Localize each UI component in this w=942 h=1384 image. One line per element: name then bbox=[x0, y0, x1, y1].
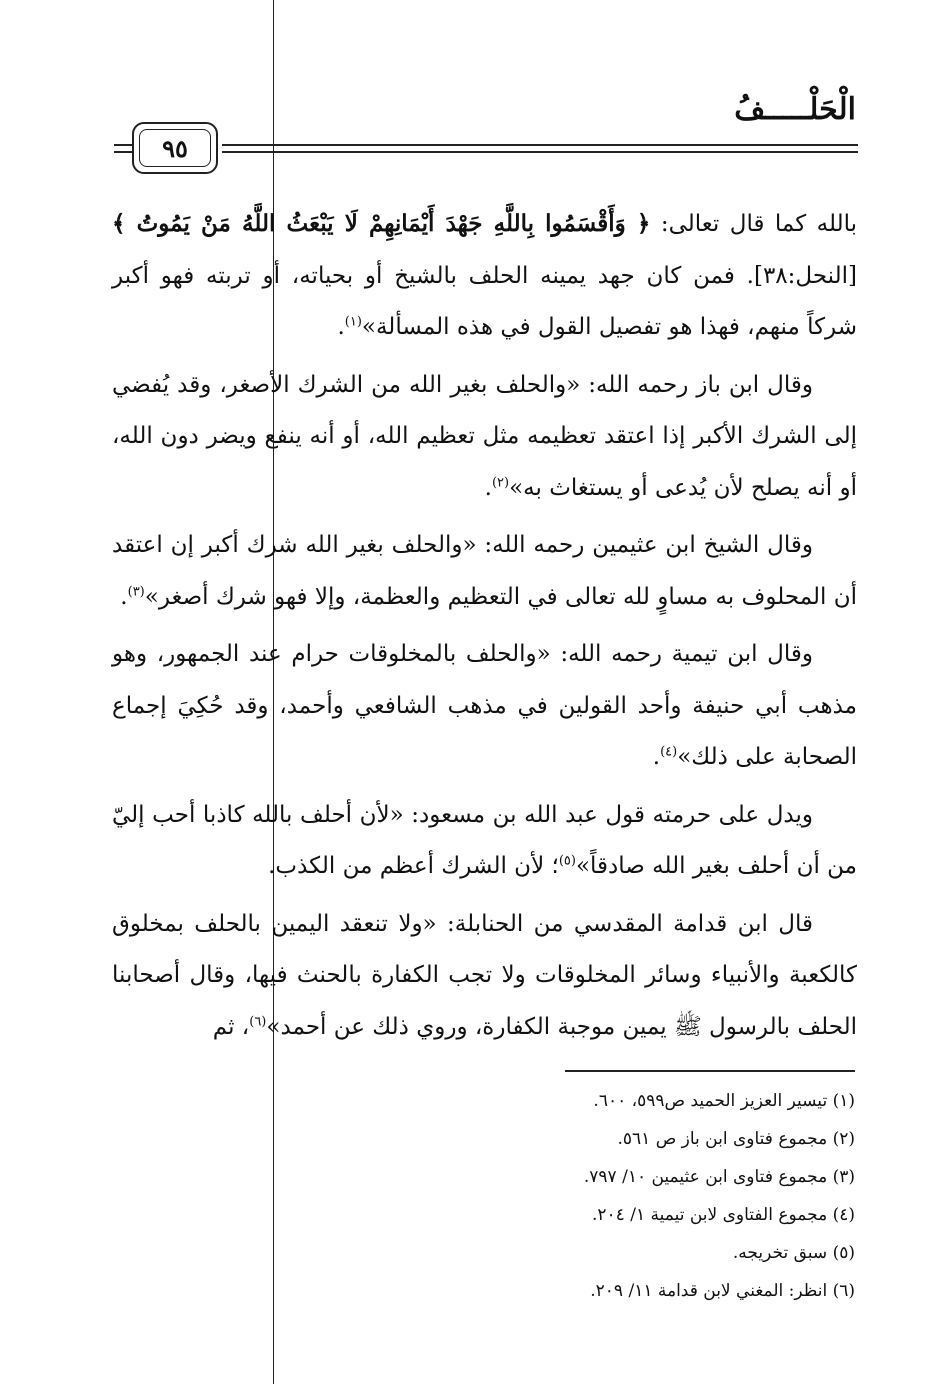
p1-text: [النحل:٣٨]. فمن كان جهد يمينه الحلف بالشيخ أو بحياته، أو تربته فهو أكبر شركاً منهم، فهذا هو تفصيل القول في هذه المسألة» bbox=[112, 262, 857, 340]
paragraph-5 bbox=[112, 790, 857, 893]
footnote-ref-5[interactable]: (٥) bbox=[558, 853, 576, 869]
p1-end: . bbox=[337, 314, 345, 340]
footnotes bbox=[300, 1082, 855, 1310]
page-header bbox=[0, 0, 942, 180]
p1-intro: بالله كما قال تعالى: bbox=[650, 211, 858, 237]
page-number: ٩٥ bbox=[139, 129, 211, 167]
p3-text: وقال الشيخ ابن عثيمين رحمه الله: «والحلف بغير الله شرك أكبر إن اعتقد أن المحلوف به مساوٍ لله تعالى في التعظيم والعظمة، وإلا فهو شرك أصغر» bbox=[112, 532, 857, 610]
paragraph-6 bbox=[112, 899, 857, 1054]
p2-end: . bbox=[484, 474, 492, 501]
page-number-frame bbox=[132, 122, 218, 174]
footnote-1: (١) تيسير العزيز الحميد ص٥٩٩، ٦٠٠. bbox=[593, 1091, 855, 1111]
chapter-title: الْحَلْـــــفُ bbox=[734, 92, 856, 127]
footnote-6: (٦) انظر: المغني لابن قدامة ١١/ ٢٠٩. bbox=[590, 1281, 855, 1301]
header-rule-left-bottom bbox=[114, 151, 132, 153]
header-rule-bottom bbox=[222, 151, 858, 153]
paragraph-1 bbox=[112, 198, 857, 354]
p6-end: ، ثم bbox=[212, 1013, 250, 1040]
footnote-3: (٣) مجموع فتاوى ابن عثيمين ١٠/ ٧٩٧. bbox=[583, 1167, 855, 1187]
p3-end: . bbox=[120, 583, 128, 610]
main-text bbox=[112, 198, 857, 1053]
header-rule-left-top bbox=[114, 144, 132, 146]
p4-end: . bbox=[652, 744, 661, 770]
p4-text: وقال ابن تيمية رحمه الله: «والحلف بالمخلوقات حرام عند الجمهور، وهو مذهب أبي حنيفة وأحد القولين في مذهب الشافعي وأحمد، وقد حُكِيَ إجماع الصحابة على ذلك» bbox=[112, 641, 857, 770]
quran-verse: ﴿ وَأَقْسَمُوا بِاللَّهِ جَهْدَ أَيْمَانِهِمْ لَا يَبْعَثُ اللَّهُ مَنْ يَمُوتُ ﴾ bbox=[112, 210, 651, 237]
paragraph-4 bbox=[112, 629, 857, 784]
footnote-ref-3[interactable]: (٣) bbox=[127, 583, 145, 599]
footnote-ref-2[interactable]: (٢) bbox=[491, 474, 510, 490]
p6-text: قال ابن قدامة المقدسي من الحنابلة: «ولا تنعقد اليمين بالحلف بمخلوق كالكعبة والأنبياء وسائر المخلوقات ولا تجب الكفارة بالحنث فيها، وقال أصحابنا الحلف بالرسول ﷺ يمين موجبة الكفارة، وروي ذلك عن أحمد» bbox=[112, 910, 857, 1040]
header-rule-top bbox=[222, 144, 858, 146]
footnote-4: (٤) مجموع الفتاوى لابن تيمية ١/ ٢٠٤. bbox=[592, 1205, 855, 1225]
footnote-ref-6[interactable]: (٦) bbox=[249, 1013, 267, 1029]
footnote-2: (٢) مجموع فتاوى ابن باز ص ٥٦١. bbox=[617, 1129, 855, 1149]
p2-text: وقال ابن باز رحمه الله: «والحلف بغير الله من الشرك الأصغر، وقد يُفضي إلى الشرك الأكبر إذا اعتقد تعظيمه مثل تعظيم الله، أو أنه ينفع ويضر دون الله، أو أنه يصلح لأن يُدعى أو يستغاث به» bbox=[112, 371, 857, 501]
p5-text: ويدل على حرمته قول عبد الله بن مسعود: «لأن أحلف بالله كاذبا أحب إليّ من أن أحلف بغير الله صادقاً» bbox=[112, 801, 857, 879]
footnote-5: (٥) سبق تخريجه. bbox=[732, 1243, 855, 1263]
footnote-separator bbox=[565, 1070, 855, 1072]
footnote-ref-4[interactable]: (٤) bbox=[660, 744, 678, 760]
paragraph-3 bbox=[112, 520, 857, 623]
paragraph-2 bbox=[112, 360, 857, 515]
footnote-ref-1[interactable]: (١) bbox=[344, 314, 362, 330]
p5-end: ؛ لأن الشرك أعظم من الكذب. bbox=[268, 853, 559, 879]
